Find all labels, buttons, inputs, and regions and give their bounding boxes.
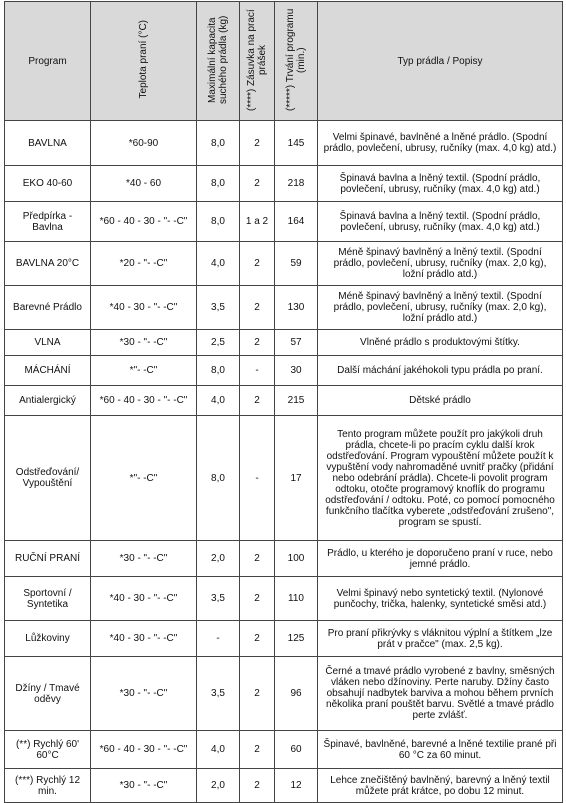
cell-description: Další máchání jakéhokoli typu prádla po praní. (318, 356, 563, 386)
cell-program: Lůžkoviny (5, 621, 91, 657)
header-capacity: Maximální kapacita suchého prádla (kg) (197, 2, 240, 121)
table-row (5, 657, 563, 731)
cell-duration: 164 (275, 202, 318, 242)
cell-description: Velmi špinavé, bavlněné a lněné prádlo. (Spodní prádlo, povlečení, ubrusy, ručníky (max. 4,0 kg) atd.) (318, 121, 563, 166)
cell-description: Velmi špinavý nebo syntetický textil. (Nylonové punčochy, trička, halenky, syntetické směsi atd.) (318, 577, 563, 621)
cell-drawer: 1 a 2 (240, 202, 275, 242)
cell-capacity: 8,0 (197, 416, 240, 541)
header-detergent-drawer: (****) Zásuvka na prací prášek (240, 2, 275, 121)
table-row (5, 121, 563, 166)
cell-description: Špinavé, bavlněné, barevné a lněné textilie prané při 60 °C za 60 minut. (318, 731, 563, 769)
cell-capacity: 8,0 (197, 202, 240, 242)
cell-capacity: - (197, 621, 240, 657)
program-table (4, 1, 563, 803)
cell-drawer: 2 (240, 769, 275, 803)
cell-description: Lehce znečištěný bavlněný, barevný a lněný textil můžete prát krátce, po dobu 12 minut. (318, 769, 563, 803)
cell-drawer: - (240, 356, 275, 386)
cell-duration: 125 (275, 621, 318, 657)
header-type: Typ prádla / Popisy (318, 2, 563, 121)
cell-program: (**) Rychlý 60' 60°C (5, 731, 91, 769)
table-row (5, 621, 563, 657)
cell-duration: 60 (275, 731, 318, 769)
cell-program: MÁCHÁNÍ (5, 356, 91, 386)
cell-temperature: *20 - "- -C" (91, 242, 197, 286)
cell-drawer: 2 (240, 121, 275, 166)
cell-program: BAVLNA (5, 121, 91, 166)
table-header-row (5, 2, 563, 121)
cell-program: VLNA (5, 330, 91, 356)
cell-temperature: *60-90 (91, 121, 197, 166)
header-duration: (*****) Trvání programu (min.) (275, 2, 318, 121)
cell-duration: 215 (275, 386, 318, 416)
cell-program: Antialergický (5, 386, 91, 416)
cell-temperature: *"- -C" (91, 416, 197, 541)
cell-program: RUČNÍ PRANÍ (5, 541, 91, 577)
cell-description: Dětské prádlo (318, 386, 563, 416)
cell-program: (***) Rychlý 12 min. (5, 769, 91, 803)
cell-description: Tento program můžete použít pro jakýkoli druh prádla, chcete-li po pracím cyklu další krok odstřeďování. Program vypouštění můžete použít k vypuštění vody nahromaděné uvnitř pračky (přidání nebo odebrání prádla). Chcete-li povolit program odtoku, otočte programový knoflík do programu odstřeďování / odtoku. Poté, co pomocí pomocného funkčního tlačítka vyberete „odstřeďování zrušeno", program se spustí. (318, 416, 563, 541)
cell-temperature: *30 - "- -C" (91, 330, 197, 356)
cell-drawer: 2 (240, 621, 275, 657)
cell-capacity: 8,0 (197, 356, 240, 386)
cell-description: Méně špinavý bavlněný a lněný textil. (Spodní prádlo, povlečení, ubrusy, ručníky (max. 2,0 kg), ložní prádlo atd.) (318, 286, 563, 330)
cell-program: EKO 40-60 (5, 166, 91, 202)
header-program: Program (5, 2, 91, 121)
cell-temperature: *60 - 40 - 30 - "- -C" (91, 202, 197, 242)
cell-temperature: *60 - 40 - 30 - "- -C" (91, 731, 197, 769)
table-row (5, 769, 563, 803)
table-row (5, 356, 563, 386)
cell-capacity: 2,0 (197, 541, 240, 577)
cell-duration: 30 (275, 356, 318, 386)
cell-program: Odstřeďování/ Vypouštění (5, 416, 91, 541)
cell-drawer: 2 (240, 242, 275, 286)
header-temperature: Teplota praní (°C) (91, 2, 197, 121)
table-row (5, 202, 563, 242)
cell-capacity: 4,0 (197, 242, 240, 286)
cell-description: Špinavá bavlna a lněný textil. (Spodní prádlo, povlečení, ubrusy, ručníky (max. 4,0 kg) atd.) (318, 166, 563, 202)
cell-description: Vlněné prádlo s produktovými štítky. (318, 330, 563, 356)
cell-duration: 17 (275, 416, 318, 541)
cell-description: Černé a tmavé prádlo vyrobené z bavlny, směsných vláken nebo džínoviny. Perte naruby. Džíny často obsahují nadbytek barviva a mohou během prvních několika praní pouštět barvu. Světlé a tmavé prádlo perte zvlášť. (318, 657, 563, 731)
cell-description: Pro praní přikrývky s vláknitou výplní a štítkem „lze prát v pračce" (max. 2,5 kg). (318, 621, 563, 657)
cell-duration: 145 (275, 121, 318, 166)
cell-drawer: 2 (240, 330, 275, 356)
cell-drawer: 2 (240, 166, 275, 202)
cell-duration: 96 (275, 657, 318, 731)
cell-description: Méně špinavý bavlněný a lněný textil. (Spodní prádlo, povlečení, ubrusy, ručníky (max. 2,0 kg), ložní prádlo atd.) (318, 242, 563, 286)
cell-capacity: 8,0 (197, 121, 240, 166)
cell-temperature: *"- -C" (91, 356, 197, 386)
table-row (5, 386, 563, 416)
cell-duration: 100 (275, 541, 318, 577)
cell-program: Předpírka - Bavlna (5, 202, 91, 242)
cell-program: Barevné Prádlo (5, 286, 91, 330)
cell-drawer: 2 (240, 657, 275, 731)
cell-capacity: 4,0 (197, 731, 240, 769)
cell-temperature: *60 - 40 - 30 - "- -C" (91, 386, 197, 416)
cell-program: Džíny / Tmavé oděvy (5, 657, 91, 731)
cell-temperature: *40 - 30 - "- -C" (91, 577, 197, 621)
cell-drawer: 2 (240, 577, 275, 621)
cell-drawer: - (240, 416, 275, 541)
table-row (5, 731, 563, 769)
cell-capacity: 3,5 (197, 286, 240, 330)
table-row (5, 242, 563, 286)
cell-temperature: *30 - "- -C" (91, 769, 197, 803)
cell-description: Špinavá bavlna a lněný textil. (Spodní prádlo, povlečení, ubrusy, ručníky (max. 4,0 kg) atd.) (318, 202, 563, 242)
cell-temperature: *40 - 30 - "- -C" (91, 621, 197, 657)
table-row (5, 541, 563, 577)
cell-program: Sportovní / Syntetika (5, 577, 91, 621)
cell-program: BAVLNA 20°C (5, 242, 91, 286)
cell-drawer: 2 (240, 386, 275, 416)
cell-capacity: 2,0 (197, 769, 240, 803)
cell-drawer: 2 (240, 286, 275, 330)
cell-capacity: 3,5 (197, 657, 240, 731)
cell-temperature: *40 - 30 - "- -C" (91, 286, 197, 330)
cell-temperature: *40 - 60 (91, 166, 197, 202)
cell-capacity: 8,0 (197, 166, 240, 202)
table-row (5, 577, 563, 621)
cell-temperature: *30 - "- -C" (91, 541, 197, 577)
cell-capacity: 2,5 (197, 330, 240, 356)
cell-duration: 130 (275, 286, 318, 330)
cell-capacity: 3,5 (197, 577, 240, 621)
table-row (5, 330, 563, 356)
cell-drawer: 2 (240, 731, 275, 769)
cell-duration: 59 (275, 242, 318, 286)
cell-drawer: 2 (240, 541, 275, 577)
cell-description: Prádlo, u kterého je doporučeno praní v ruce, nebo jemné prádlo. (318, 541, 563, 577)
table-row (5, 166, 563, 202)
table-row (5, 416, 563, 541)
table-row (5, 286, 563, 330)
cell-duration: 218 (275, 166, 318, 202)
cell-duration: 12 (275, 769, 318, 803)
cell-duration: 110 (275, 577, 318, 621)
cell-duration: 57 (275, 330, 318, 356)
cell-capacity: 4,0 (197, 386, 240, 416)
cell-temperature: *30 - "- -C" (91, 657, 197, 731)
